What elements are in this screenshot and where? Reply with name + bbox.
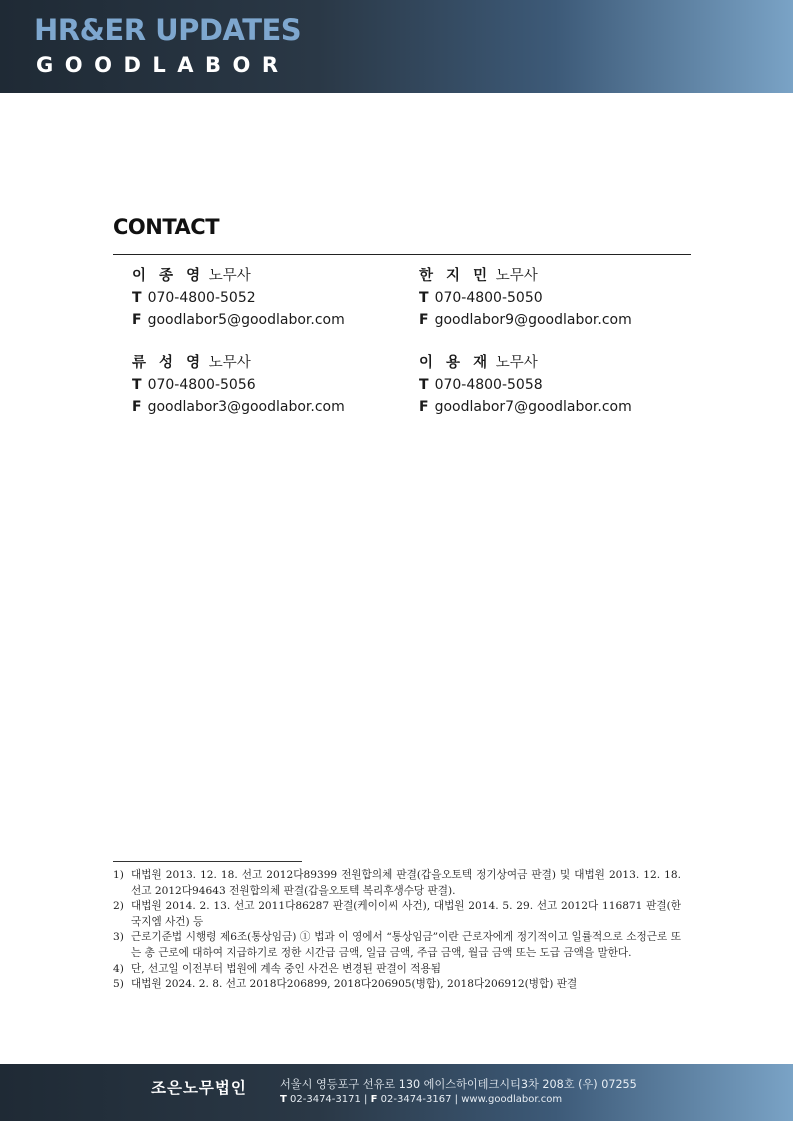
contact-phone: 070-4800-5056: [147, 377, 256, 393]
footer-banner: [0, 1064, 793, 1121]
footnote-number: 4): [113, 962, 124, 975]
footnote-divider: [113, 861, 302, 862]
footer-phone-label: T: [280, 1094, 287, 1105]
contact-heading: CONTACT: [113, 215, 220, 239]
contact-role: 노무사: [208, 355, 251, 371]
newsletter-subtitle: GOODLABOR: [36, 53, 290, 77]
contact-card: [419, 265, 659, 331]
contact-phone: 070-4800-5052: [147, 290, 256, 306]
firm-address: 서울시 영등포구 선유로 130 에이스하이테크시티3차 208호 (우) 07255: [280, 1078, 637, 1091]
footnote-text: 근로기준법 시행령 제6조(통상임금) ① 법과 이 영에서 “통상임금”이란 근로자에게 정기적이고 일률적으로 소정근로 또는 총 근로에 대하여 지급하기로 정한 시간급 금액, 일급 금액, 주급 금액, 월급 금액 또는 도급 금액을 말한다.: [131, 931, 681, 959]
footer-phone: 02-3474-3171: [290, 1094, 361, 1105]
footnote-text: 대법원 2014. 2. 13. 선고 2011다86287 판결(케이이씨 사건), 대법원 2014. 5. 29. 선고 2012다 116871 판결(한국지엠 사건) 등: [131, 900, 681, 928]
fax-label: F: [419, 312, 429, 328]
contact-card: [419, 352, 659, 418]
contact-email[interactable]: goodlabor3@goodlabor.com: [147, 399, 345, 415]
separator: |: [364, 1094, 371, 1105]
contact-role: 노무사: [208, 268, 251, 284]
contact-email[interactable]: goodlabor9@goodlabor.com: [434, 312, 632, 328]
contact-email[interactable]: goodlabor5@goodlabor.com: [147, 312, 345, 328]
footnote-number: 2): [113, 900, 124, 913]
footnote: [113, 962, 681, 978]
contact-phone: 070-4800-5058: [434, 377, 543, 393]
footer-fax: 02-3474-3167: [380, 1094, 452, 1105]
contact-role: 노무사: [495, 355, 538, 371]
footnote-text: 단, 선고일 이전부터 법원에 계속 중인 사건은 변경된 판결이 적용됨: [131, 962, 441, 975]
phone-label: T: [419, 290, 429, 306]
fax-label: F: [132, 399, 142, 415]
fax-label: F: [419, 399, 429, 415]
contact-role: 노무사: [495, 268, 538, 284]
footnote: [113, 868, 681, 899]
fax-label: F: [132, 312, 142, 328]
footer-fax-label: F: [370, 1094, 378, 1105]
footnote: [113, 977, 681, 993]
footnote: [113, 930, 681, 961]
contact-email[interactable]: goodlabor7@goodlabor.com: [434, 399, 632, 415]
contact-name: 이 종 영: [132, 268, 205, 284]
contact-name: 류 성 영: [132, 355, 205, 371]
footnote-number: 5): [113, 978, 124, 991]
footnote-text: 대법원 2013. 12. 18. 선고 2012다89399 전원합의체 판결(갑을오토텍 정기상여금 판결) 및 대법원 2013. 12. 18. 선고 2012다94643 전원합의체 판결(갑을오토텍 복리후생수당 판결).: [131, 869, 681, 897]
firm-name: 조은노무법인: [151, 1079, 247, 1097]
contact-divider: [113, 254, 691, 255]
contact-card: [132, 265, 372, 331]
newsletter-title: HR&ER UPDATES: [34, 13, 302, 47]
footnote-text: 대법원 2024. 2. 8. 선고 2018다206899, 2018다206905(병합), 2018다206912(병합) 판결: [131, 978, 578, 991]
footnotes: [113, 868, 681, 993]
footer-website-link[interactable]: www.goodlabor.com: [461, 1094, 563, 1105]
header-banner: [0, 0, 793, 93]
phone-label: T: [419, 377, 429, 393]
contact-phone: 070-4800-5050: [434, 290, 543, 306]
contact-name: 이 용 재: [419, 355, 492, 371]
contact-card: [132, 352, 372, 418]
footnote: [113, 899, 681, 930]
separator: |: [454, 1094, 462, 1105]
phone-label: T: [132, 290, 142, 306]
footnote-number: 1): [113, 869, 124, 881]
contact-name: 한 지 민: [419, 268, 492, 284]
phone-label: T: [132, 377, 142, 393]
footnote-number: 3): [113, 931, 124, 944]
firm-contact-line: [280, 1094, 562, 1105]
